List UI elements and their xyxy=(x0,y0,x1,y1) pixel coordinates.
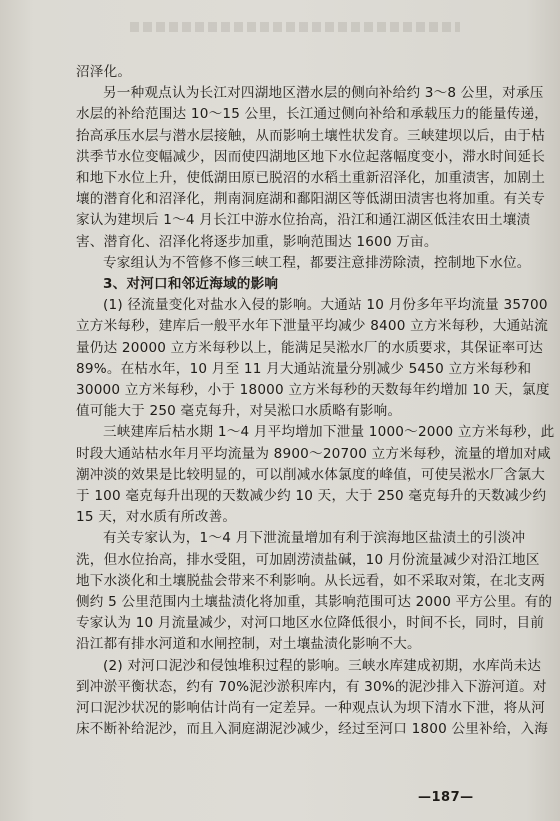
text-line: 值可能大于 250 毫克每升，对吴淞口水质略有影响。 xyxy=(76,403,402,420)
text-line: 抬高承压水层与潜水层接触，从而影响土壤性状发育。三峡建坝以后，由于枯 xyxy=(76,127,545,144)
text-line: 有关专家认为，1～4 月下泄流量增加有利于滨海地区盐渍土的引淡冲 xyxy=(103,530,526,547)
text-line: 专家组认为不管修不修三峡工程，都要注意排涝除渍，控制地下水位。 xyxy=(103,254,531,271)
text-line: 洪季节水位变幅减少，因而使四湖地区地下水位起落幅度变小，滞水时间延长 xyxy=(76,148,545,165)
text-line: 壤的潜育化和沼泽化，荆南洞庭湖和鄱阳湖区等低湖田渍害也将加重。有关专 xyxy=(76,191,545,208)
text-line: 沼泽化。 xyxy=(76,64,132,80)
text-line: 30000 立方米每秒，小于 18000 立方米每秒的天数每年约增加 10 天，氯度 xyxy=(76,382,550,399)
text-line: 另一种观点认为长江对四湖地区潜水层的侧向补给约 3～8 公里，对承压 xyxy=(103,85,544,102)
text-line: 于 100 毫克每升出现的天数减少约 10 天，大于 250 毫克每升的天数减少约 xyxy=(76,488,547,505)
text-line: (2) 对河口泥沙和侵蚀堆积过程的影响。三峡水库建成初期，水库尚未达 xyxy=(103,657,542,674)
text-line: 15 天，对水质有所改善。 xyxy=(76,509,237,526)
text-line: 时段大通站枯水年月平均流量为 8900～20700 立方米每秒，流量的增加对咸 xyxy=(76,445,551,462)
text-line: 水层的补给范围达 10～15 公里，长江通过侧向补给和承载压力的能量传递， xyxy=(76,106,549,123)
text-line: 沿江都有排水河道和水闸控制，对土壤盐渍化影响不大。 xyxy=(76,636,421,653)
text-line: 床不断补给泥沙，而且入洞庭湖泥沙减少，经过至河口 1800 公里补给，入海 xyxy=(76,721,549,738)
text-line: 地下水淡化和土壤脱盐会带来不利影响。从长远看，如不采取对策，在北支两 xyxy=(76,572,545,589)
text-line: 潮冲淡的效果是比较明显的，可以削减水体氯度的峰值，可使吴淞水厂含氯大 xyxy=(76,466,545,483)
text-line: 侧约 5 公里范围内土壤盐渍化将加重，其影响范围可达 2000 平方公里。有的 xyxy=(76,594,553,611)
text-line: 立方米每秒，建库后一般平水年下泄量平均减少 8400 立方米每秒，大通站流 xyxy=(76,318,549,335)
section-heading: 3、对河口和邻近海域的影响 xyxy=(103,276,279,293)
text-line: 专家认为 10 月流量减少，对河口地区水位降低很小，时间不长，同时，目前 xyxy=(76,615,545,632)
text-line: 到冲淤平衡状态，约有 70%泥沙淤积库内，有 30%的泥沙排入下游河道。对 xyxy=(76,678,547,695)
text-line: 害、潜育化、沼泽化将逐步加重，影响范围达 1600 万亩。 xyxy=(76,233,438,250)
text-line: 河口泥沙状况的影响估计尚有一定差异。一种观点认为坝下清水下泄，将从河 xyxy=(76,700,545,717)
bleed-through-shadow xyxy=(130,22,460,32)
text-line: 量仍达 20000 立方米每秒以上，能满足吴淞水厂的水质要求，其保证率可达 xyxy=(76,339,544,356)
page-number: —187— xyxy=(418,790,474,805)
text-line: 家认为建坝后 1～4 月长江中游水位抬高，沿江和通江湖区低洼农田土壤渍 xyxy=(76,212,531,229)
text-line: (1) 径流量变化对盐水入侵的影响。大通站 10 月份多年平均流量 35700 xyxy=(103,297,548,314)
page-body-text xyxy=(76,62,555,741)
text-line: 89%。在枯水年，10 月至 11 月大通站流量分别减少 5450 立方米每秒和 xyxy=(76,360,532,377)
text-line: 和地下水位上升，使低湖田原已脱沼的水稻土重新沼泽化，加重渍害，加剧土 xyxy=(76,170,545,187)
text-line: 洗，但水位抬高，排水受阻，可加剧涝渍盐碱，10 月份流量减少对沿江地区 xyxy=(76,551,540,568)
text-line: 三峡建库后枯水期 1～4 月平均增加下泄量 1000～2000 立方米每秒，此 xyxy=(103,424,555,441)
